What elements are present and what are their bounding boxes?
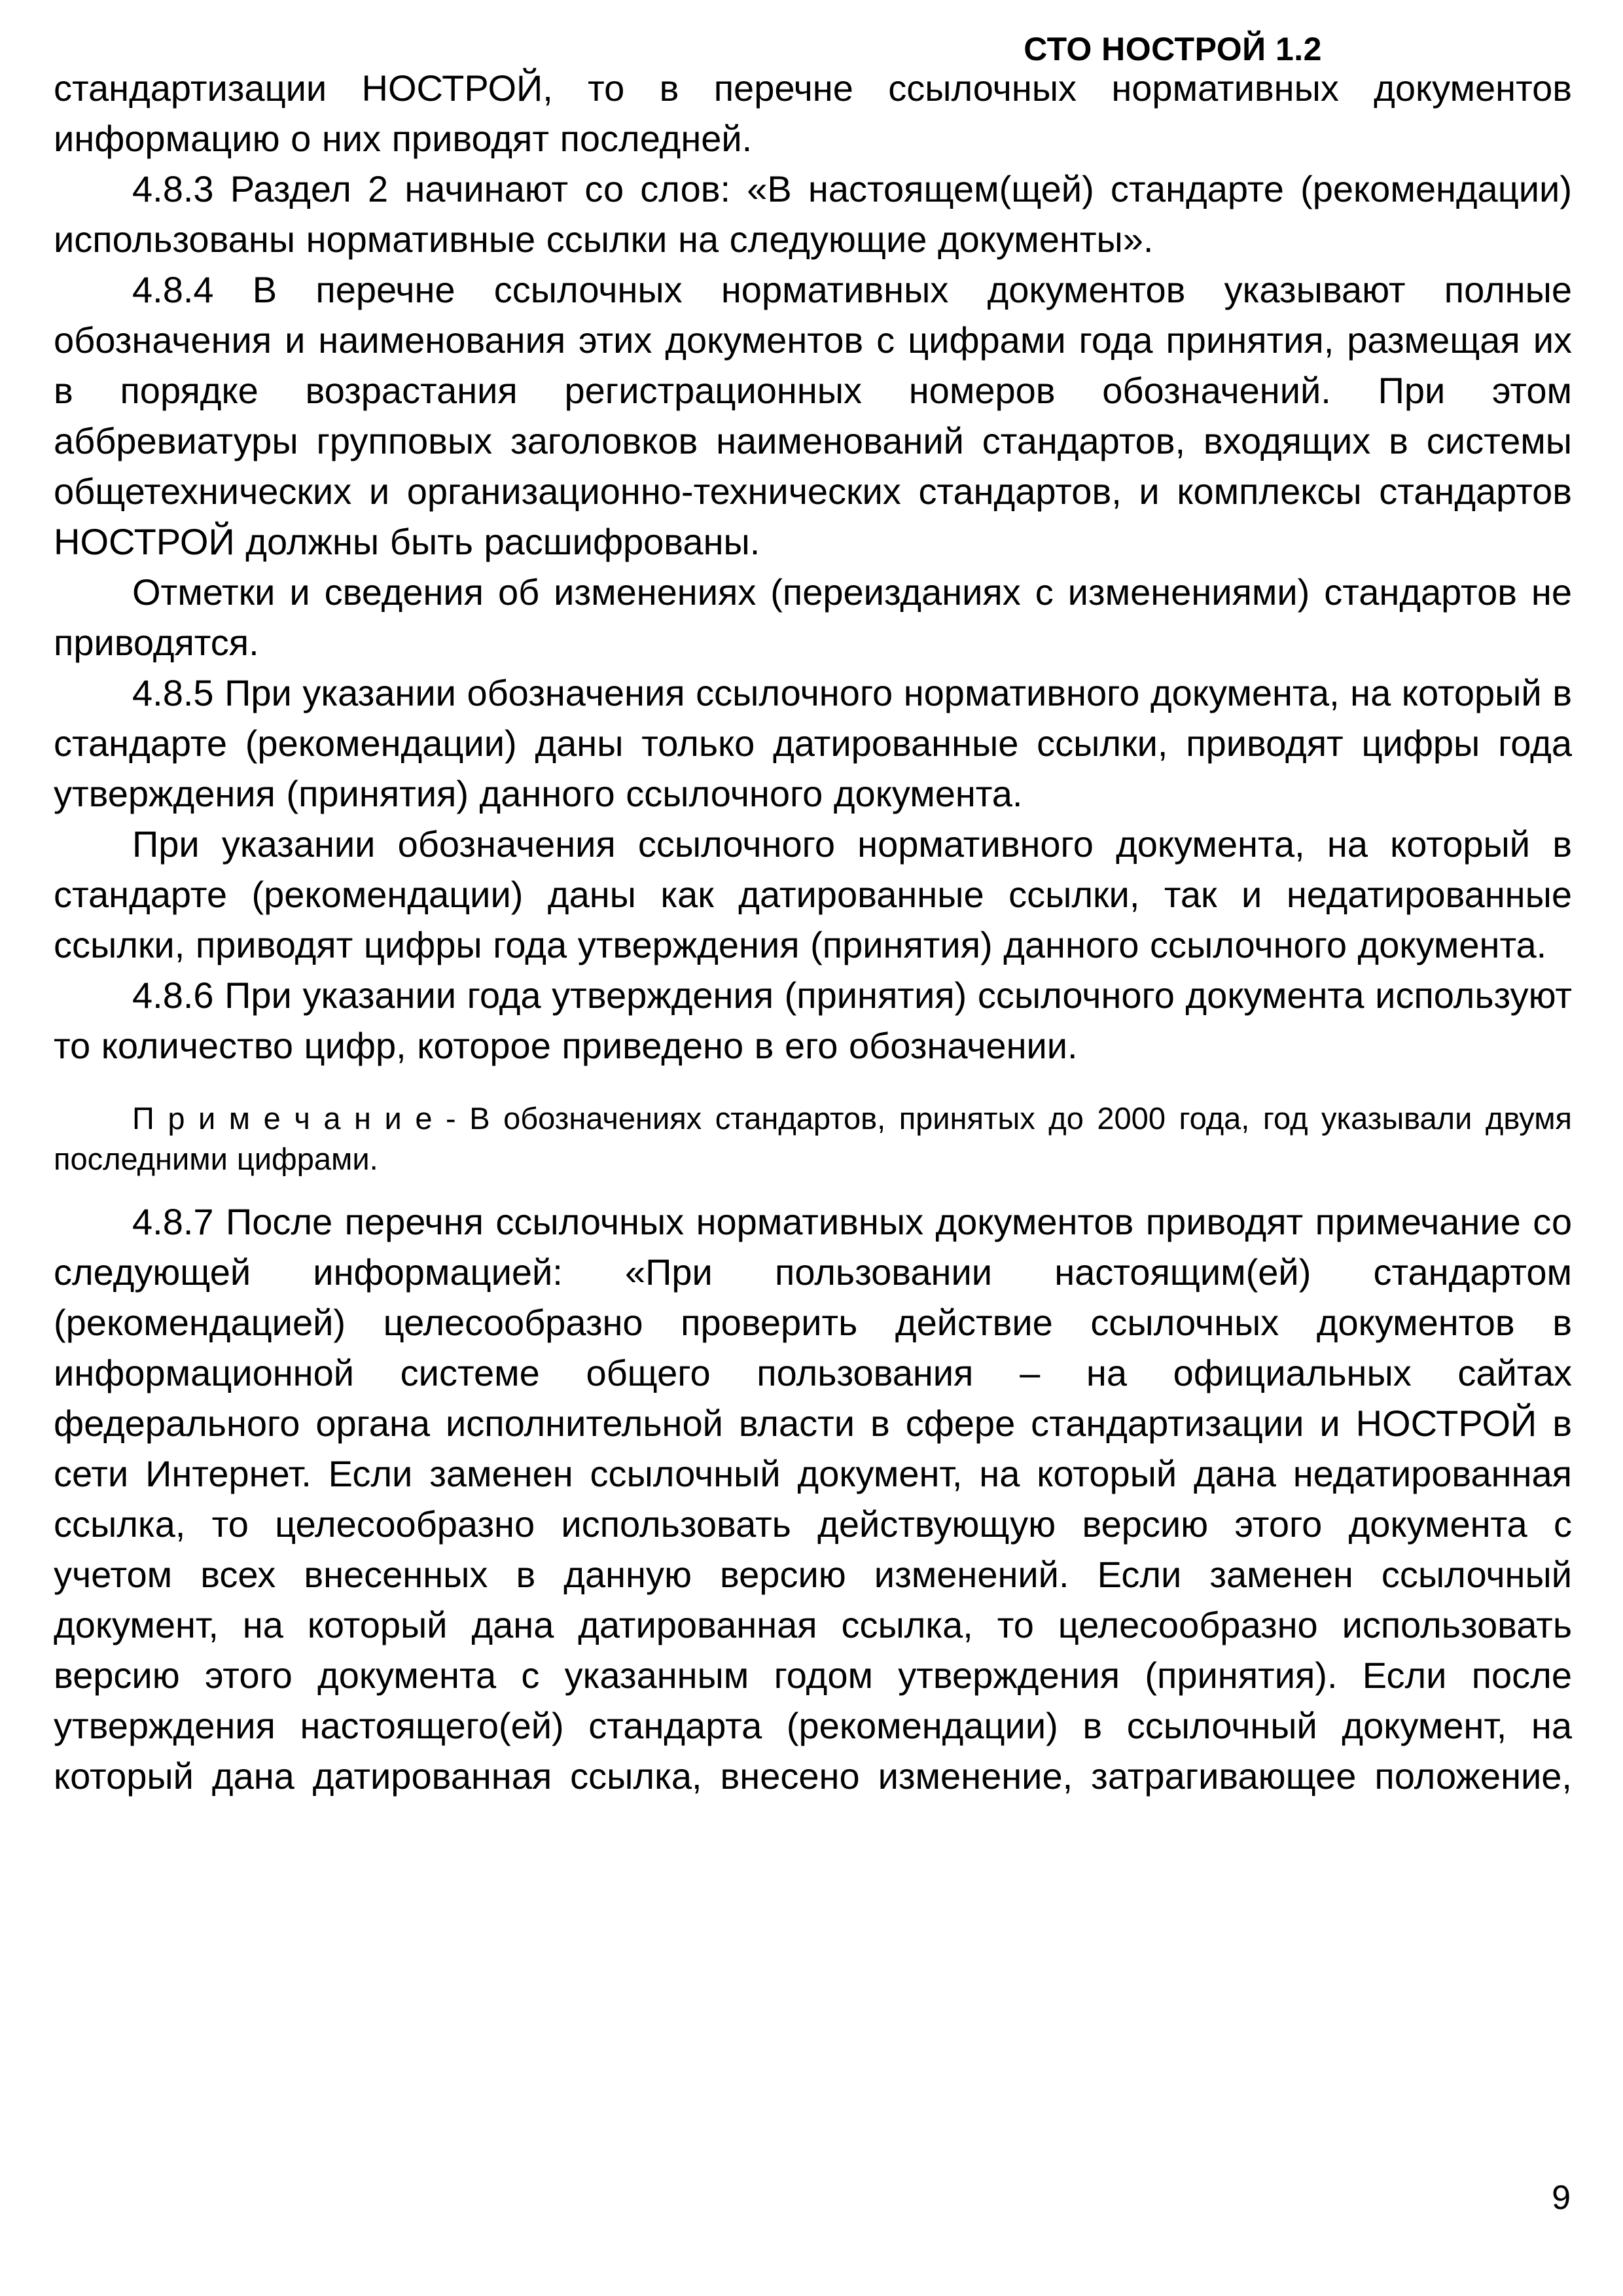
paragraph-4-8-7: 4.8.7 После перечня ссылочных нормативных документов приводят примечание со следующей информацией: «При пользовании настоящим(ей) стандартом (рекомендацией) целесообразно проверить действие ссылочных документов в информационной системе общего пользования – на официальных сайтах федерального органа исполнительной власти в сфере стандартизации и НОСТРОЙ в сети Интернет. Если заменен ссылочный документ, на который дана недатированная ссылка, то целесообразно использовать действующую версию этого документа с учетом всех внесенных в данную версию изменений. Если заменен ссылочный документ, на который дана датированная ссылка, то целесообразно использовать версию этого документа с указанным годом утверждения (принятия). Если после утверждения настоящего(ей) стандарта (рекомендации) в ссылочный документ, на который дана датированная ссылка, внесено изменение, затрагивающее положение,: [54, 1201, 1572, 1797]
document-body: [54, 63, 1572, 1801]
paragraph-4-8-5-continued: При указании обозначения ссылочного нормативного документа, на который в стандарте (рекомендации) даны как датированные ссылки, так и недатированные ссылки, приводят цифры года утверждения (принятия) данного ссылочного документа.: [54, 823, 1572, 965]
page-number: 9: [1552, 2179, 1571, 2217]
paragraph-4-8-5: 4.8.5 При указании обозначения ссылочного нормативного документа, на который в стандарте (рекомендации) даны только датированные ссылки, приводят цифры года утверждения (принятия) данного ссылочного документа.: [54, 672, 1572, 814]
paragraph-remarks: Отметки и сведения об изменениях (переизданиях с изменениями) стандартов не приводятся.: [54, 571, 1572, 663]
paragraph-4-8-3: 4.8.3 Раздел 2 начинают со слов: «В настоящем(щей) стандарте (рекомендации) использованы нормативные ссылки на следующие документы».: [54, 168, 1572, 260]
paragraph-4-8-4: 4.8.4 В перечне ссылочных нормативных документов указывают полные обозначения и наименования этих документов с цифрами года принятия, размещая их в порядке возрастания регистрационных номеров обозначений. При этом аббревиатуры групповых заголовков наименований стандартов, входящих в системы общетехнических и организационно-технических стандартов, и комплексы стандартов НОСТРОЙ должны быть расшифрованы.: [54, 269, 1572, 562]
paragraph-continuation: стандартизации НОСТРОЙ, то в перечне ссылочных нормативных документов информацию о них приводят последней.: [54, 67, 1572, 159]
running-header: СТО НОСТРОЙ 1.2: [1024, 31, 1322, 67]
note-paragraph: П р и м е ч а н и е - В обозначениях стандартов, принятых до 2000 года, год указывали двумя последними цифрами.: [54, 1101, 1572, 1176]
paragraph-4-8-6: 4.8.6 При указании года утверждения (принятия) ссылочного документа используют то количество цифр, которое приведено в его обозначении.: [54, 975, 1572, 1066]
